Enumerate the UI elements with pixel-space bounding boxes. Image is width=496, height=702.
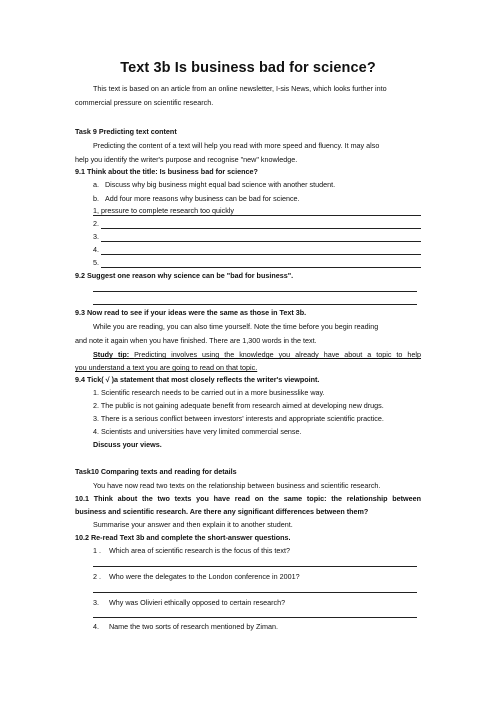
task10-heading: Task10 Comparing texts and reading for details	[75, 467, 237, 476]
short-question-2: 2 . Who were the delegates to the London conference in 2001?	[93, 572, 300, 581]
question-10-1-sub: Summarise your answer and then explain it to another student.	[93, 520, 293, 529]
short-question-4: 4. Name the two sorts of research mentioned by Ziman.	[93, 622, 278, 631]
question-10-2: 10.2 Re-read Text 3b and complete the short-answer questions.	[75, 533, 291, 542]
answer-1-line[interactable]	[93, 215, 421, 216]
question-9-1-b: b. Add four more reasons why business can be bad for science.	[93, 194, 300, 203]
answer-9-2-line-1[interactable]	[93, 291, 417, 292]
task9-paragraph-line-2: help you identify the writer's purpose and recognise "new" knowledge.	[75, 155, 298, 164]
page-title: Text 3b Is business bad for science?	[120, 60, 376, 76]
short-question-1: 1 . Which area of scientific research is the focus of this text?	[93, 546, 290, 555]
statement-4: 4. Scientists and universities have very limited commercial sense.	[93, 427, 302, 436]
study-tip-line-2: you understand a text you are going to read on that topic.	[75, 363, 258, 372]
discuss-views: Discuss your views.	[93, 440, 162, 449]
answer-2-label: 2.	[93, 219, 99, 228]
question-10-1-line-1: 10.1 Think about the two texts you have read on the same topic: the relationship between	[75, 494, 421, 503]
study-tip-line-1	[93, 349, 421, 360]
short-answer-1-line[interactable]	[93, 566, 417, 567]
question-9-3: 9.3 Now read to see if your ideas were the same as those in Text 3b.	[75, 308, 307, 317]
short-question-3: 3. Why was Olivieri ethically opposed to certain research?	[93, 598, 286, 607]
answer-4-line[interactable]	[101, 254, 421, 255]
answer-9-2-line-2[interactable]	[93, 304, 417, 305]
intro-line-1: This text is based on an article from an online newsletter, I-sis News, which looks further into	[93, 84, 387, 93]
question-9-2: 9.2 Suggest one reason why science can be "bad for business".	[75, 271, 294, 280]
answer-3-line[interactable]	[101, 241, 421, 242]
answer-2-line[interactable]	[101, 228, 421, 229]
statement-2: 2. The public is not gaining adequate benefit from research aimed at developing new drugs.	[93, 401, 384, 410]
study-tip-label: Study tip:	[93, 350, 130, 359]
answer-5-label: 5.	[93, 258, 99, 267]
answer-4-label: 4.	[93, 245, 99, 254]
task10-paragraph: You have now read two texts on the relationship between business and scientific research.	[93, 481, 381, 490]
question-9-1: 9.1 Think about the title: Is business bad for science?	[75, 167, 258, 176]
answer-3-label: 3.	[93, 232, 99, 241]
short-answer-2-line[interactable]	[93, 592, 417, 593]
question-9-3-line-1: While you are reading, you can also time yourself. Note the time before you begin reading	[93, 322, 379, 331]
question-9-1-a: a. Discuss why big business might equal bad science with another student.	[93, 180, 336, 189]
task9-paragraph-line-1: Predicting the content of a text will help you read with more speed and fluency. It may also	[93, 141, 380, 150]
statement-1: 1. Scientific research needs to be carried out in a more businesslike way.	[93, 388, 325, 397]
question-10-1-line-2: business and scientific research. Are there any significant differences between them?	[75, 507, 369, 516]
study-tip-text-1: Predicting involves using the knowledge you already have about a topic to help	[134, 350, 422, 359]
question-9-4: 9.4 Tick( √ )a statement that most closely reflects the writer's viewpoint.	[75, 375, 320, 384]
short-answer-3-line[interactable]	[93, 617, 417, 618]
question-9-3-line-2: and note it again when you have finished. There are 1,300 words in the text.	[75, 336, 317, 345]
task9-heading: Task 9 Predicting text content	[75, 127, 177, 136]
statement-3: 3. There is a serious conflict between investors' interests and appropriate scientific practice.	[93, 414, 384, 423]
answer-5-line[interactable]	[101, 267, 421, 268]
intro-line-2: commercial pressure on scientific research.	[75, 98, 214, 107]
answer-1: 1, pressure to complete research too quickly	[93, 206, 235, 215]
